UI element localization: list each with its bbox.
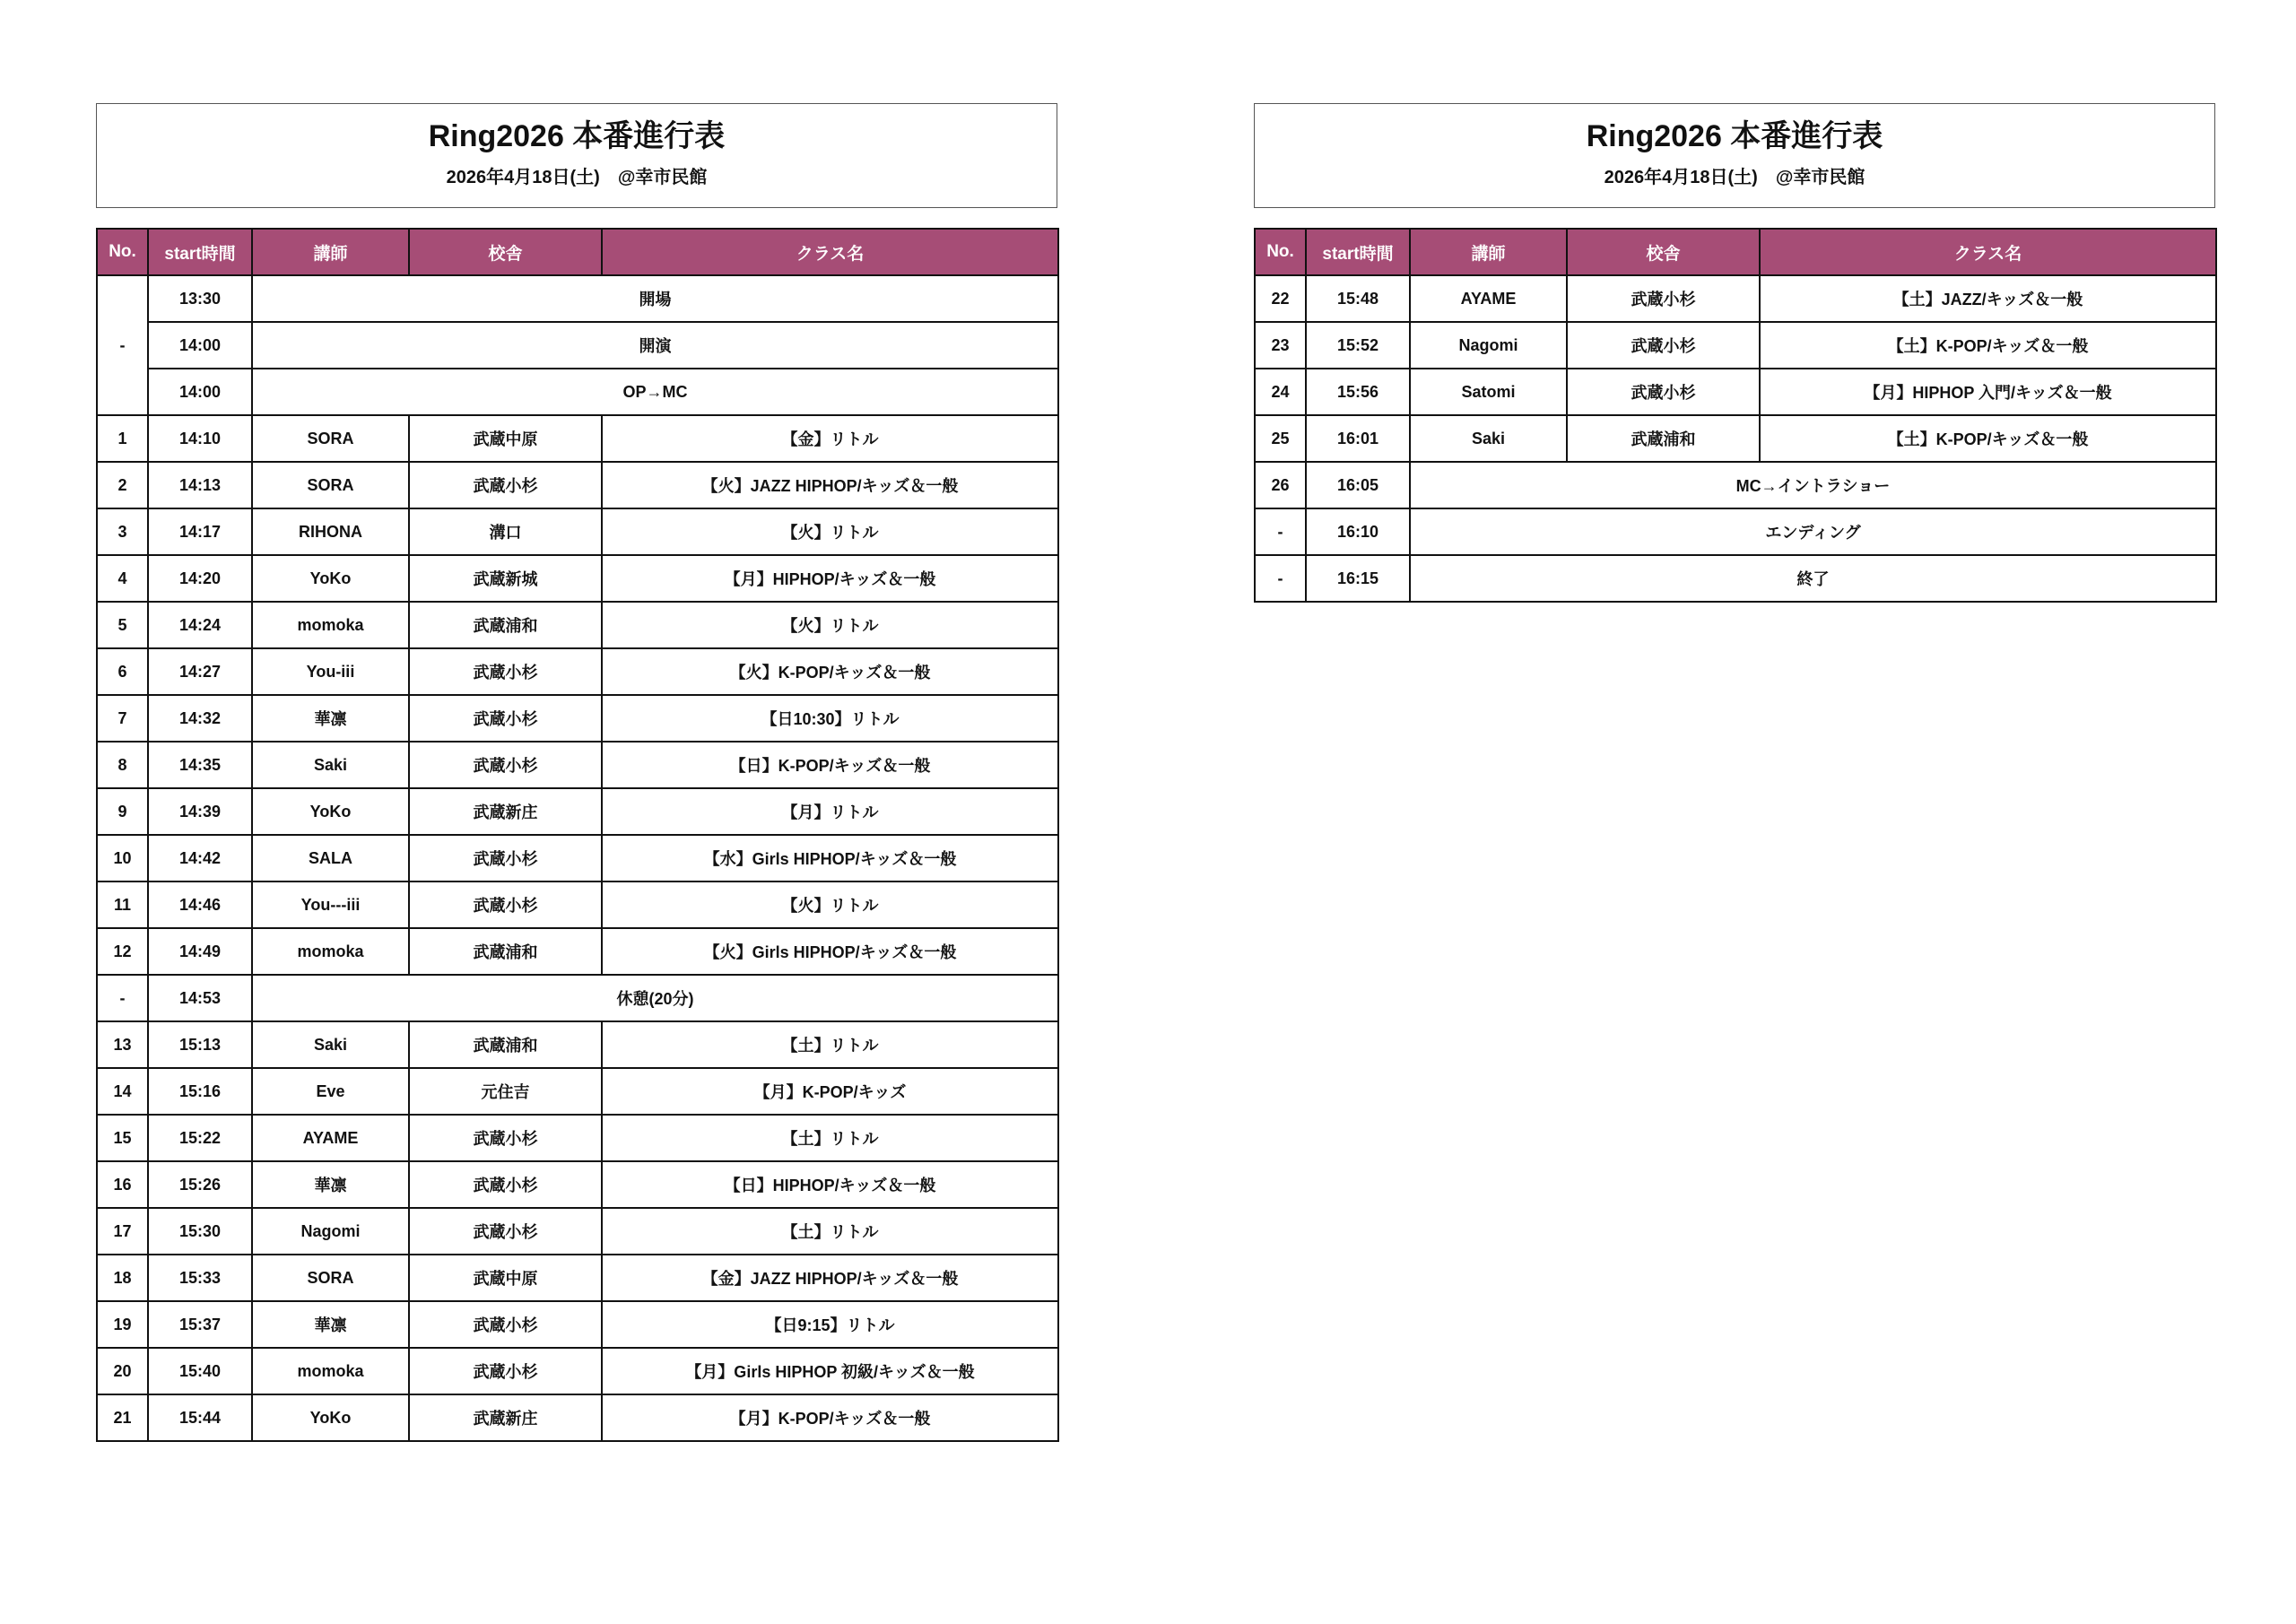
col-start-time-header: start時間 — [1306, 229, 1410, 275]
col-start-time-header: start時間 — [148, 229, 252, 275]
table-header — [97, 229, 1058, 275]
row-number: 23 — [1255, 322, 1306, 369]
program-note: MC→イントラショー — [1410, 462, 2216, 508]
row-number: - — [1255, 508, 1306, 555]
table-row — [1255, 415, 2216, 462]
start-time: 14:00 — [148, 369, 252, 415]
class-name: 【土】K-POP/キッズ＆一般 — [1760, 322, 2216, 369]
teacher-name: YoKo — [252, 555, 409, 602]
row-number: 12 — [97, 928, 148, 975]
col-class-name-header: クラス名 — [1760, 229, 2216, 275]
class-name: 【土】リトル — [602, 1021, 1058, 1068]
start-time: 14:42 — [148, 835, 252, 881]
table-row — [97, 462, 1058, 508]
teacher-name: 華凛 — [252, 695, 409, 742]
row-number: 13 — [97, 1021, 148, 1068]
table-row — [97, 788, 1058, 835]
row-number: 18 — [97, 1255, 148, 1301]
class-name: 【月】HIPHOP 入門/キッズ＆一般 — [1760, 369, 2216, 415]
class-name: 【水】Girls HIPHOP/キッズ＆一般 — [602, 835, 1058, 881]
row-number: 11 — [97, 881, 148, 928]
start-time: 14:00 — [148, 322, 252, 369]
schedule-table-left — [96, 228, 1059, 1442]
table-row — [97, 1161, 1058, 1208]
title-box — [1254, 103, 2215, 208]
school-name: 武蔵新城 — [409, 555, 602, 602]
school-name: 武蔵浦和 — [409, 928, 602, 975]
page-title: Ring2026 本番進行表 — [1586, 119, 1883, 153]
start-time: 15:16 — [148, 1068, 252, 1115]
start-time: 15:40 — [148, 1348, 252, 1394]
row-number: 6 — [97, 648, 148, 695]
teacher-name: Nagomi — [1410, 322, 1567, 369]
table-header — [1255, 229, 2216, 275]
school-name: 武蔵小杉 — [409, 462, 602, 508]
school-name: 武蔵小杉 — [409, 1208, 602, 1255]
program-note: エンディング — [1410, 508, 2216, 555]
row-number: - — [1255, 555, 1306, 602]
school-name: 武蔵小杉 — [409, 1348, 602, 1394]
teacher-name: Nagomi — [252, 1208, 409, 1255]
start-time: 15:52 — [1306, 322, 1410, 369]
class-name: 【金】JAZZ HIPHOP/キッズ＆一般 — [602, 1255, 1058, 1301]
table-body — [97, 275, 1058, 1441]
class-name: 【月】HIPHOP/キッズ＆一般 — [602, 555, 1058, 602]
table-row — [97, 835, 1058, 881]
class-name: 【火】Girls HIPHOP/キッズ＆一般 — [602, 928, 1058, 975]
row-number: 16 — [97, 1161, 148, 1208]
table-row — [97, 928, 1058, 975]
row-number: 21 — [97, 1394, 148, 1441]
start-time: 14:39 — [148, 788, 252, 835]
row-number: 22 — [1255, 275, 1306, 322]
school-name: 武蔵小杉 — [409, 648, 602, 695]
table-row — [1255, 462, 2216, 508]
row-number: 15 — [97, 1115, 148, 1161]
row-number: 5 — [97, 602, 148, 648]
class-name: 【日】K-POP/キッズ＆一般 — [602, 742, 1058, 788]
start-time: 14:35 — [148, 742, 252, 788]
school-name: 武蔵新庄 — [409, 1394, 602, 1441]
start-time: 15:48 — [1306, 275, 1410, 322]
row-number: 1 — [97, 415, 148, 462]
school-name: 武蔵小杉 — [409, 1301, 602, 1348]
class-name: 【土】K-POP/キッズ＆一般 — [1760, 415, 2216, 462]
start-time: 15:22 — [148, 1115, 252, 1161]
school-name: 武蔵新庄 — [409, 788, 602, 835]
page-subtitle: 2026年4月18日(土) @幸市民館 — [446, 168, 708, 187]
col-teacher-header: 講師 — [252, 229, 409, 275]
start-time: 15:30 — [148, 1208, 252, 1255]
table-row — [97, 369, 1058, 415]
page-title: Ring2026 本番進行表 — [428, 119, 726, 153]
program-note: 終了 — [1410, 555, 2216, 602]
table-row — [97, 275, 1058, 322]
teacher-name: You---iii — [252, 881, 409, 928]
row-number: 7 — [97, 695, 148, 742]
start-time: 14:46 — [148, 881, 252, 928]
table-row — [97, 975, 1058, 1021]
class-name: 【火】K-POP/キッズ＆一般 — [602, 648, 1058, 695]
school-name: 元住吉 — [409, 1068, 602, 1115]
header-row — [1255, 229, 2216, 275]
teacher-name: Saki — [252, 742, 409, 788]
table-row — [97, 602, 1058, 648]
header-row — [97, 229, 1058, 275]
table-row — [97, 322, 1058, 369]
col-class-name-header: クラス名 — [602, 229, 1058, 275]
table-row — [1255, 275, 2216, 322]
start-time: 14:17 — [148, 508, 252, 555]
start-time: 15:56 — [1306, 369, 1410, 415]
table-row — [97, 508, 1058, 555]
row-number: - — [97, 975, 148, 1021]
school-name: 武蔵小杉 — [409, 695, 602, 742]
start-time: 14:32 — [148, 695, 252, 742]
class-name: 【火】リトル — [602, 881, 1058, 928]
row-number: 19 — [97, 1301, 148, 1348]
class-name: 【火】リトル — [602, 508, 1058, 555]
row-number: 20 — [97, 1348, 148, 1394]
table-body — [1255, 275, 2216, 602]
school-name: 武蔵小杉 — [409, 881, 602, 928]
start-time: 14:53 — [148, 975, 252, 1021]
row-number: 10 — [97, 835, 148, 881]
table-row — [1255, 369, 2216, 415]
teacher-name: YoKo — [252, 788, 409, 835]
row-number: 4 — [97, 555, 148, 602]
col-no-header: No. — [1255, 229, 1306, 275]
school-name: 武蔵小杉 — [1567, 275, 1760, 322]
school-name: 武蔵小杉 — [409, 1161, 602, 1208]
start-time: 15:44 — [148, 1394, 252, 1441]
teacher-name: SALA — [252, 835, 409, 881]
start-time: 14:13 — [148, 462, 252, 508]
class-name: 【月】K-POP/キッズ＆一般 — [602, 1394, 1058, 1441]
row-number: - — [97, 275, 148, 415]
class-name: 【土】リトル — [602, 1208, 1058, 1255]
program-note: 開演 — [252, 322, 1058, 369]
teacher-name: 華凛 — [252, 1301, 409, 1348]
school-name: 武蔵小杉 — [1567, 369, 1760, 415]
row-number: 8 — [97, 742, 148, 788]
start-time: 14:27 — [148, 648, 252, 695]
teacher-name: SORA — [252, 1255, 409, 1301]
teacher-name: momoka — [252, 602, 409, 648]
col-school-header: 校舎 — [1567, 229, 1760, 275]
school-name: 武蔵浦和 — [409, 1021, 602, 1068]
table-row — [1255, 555, 2216, 602]
table-row — [97, 1208, 1058, 1255]
row-number: 25 — [1255, 415, 1306, 462]
table-row — [1255, 322, 2216, 369]
table-row — [97, 1021, 1058, 1068]
start-time: 14:24 — [148, 602, 252, 648]
teacher-name: AYAME — [1410, 275, 1567, 322]
page-subtitle: 2026年4月18日(土) @幸市民館 — [1604, 168, 1866, 187]
start-time: 15:37 — [148, 1301, 252, 1348]
start-time: 13:30 — [148, 275, 252, 322]
col-teacher-header: 講師 — [1410, 229, 1567, 275]
program-note: OP→MC — [252, 369, 1058, 415]
teacher-name: Satomi — [1410, 369, 1567, 415]
program-note: 開場 — [252, 275, 1058, 322]
row-number: 17 — [97, 1208, 148, 1255]
school-name: 武蔵浦和 — [1567, 415, 1760, 462]
school-name: 武蔵中原 — [409, 415, 602, 462]
start-time: 15:26 — [148, 1161, 252, 1208]
right-page — [1254, 103, 2215, 603]
school-name: 武蔵小杉 — [1567, 322, 1760, 369]
table-row — [1255, 508, 2216, 555]
teacher-name: SORA — [252, 415, 409, 462]
school-name: 武蔵小杉 — [409, 835, 602, 881]
teacher-name: Saki — [252, 1021, 409, 1068]
class-name: 【火】リトル — [602, 602, 1058, 648]
start-time: 16:05 — [1306, 462, 1410, 508]
start-time: 16:10 — [1306, 508, 1410, 555]
school-name: 武蔵浦和 — [409, 602, 602, 648]
table-row — [97, 648, 1058, 695]
teacher-name: AYAME — [252, 1115, 409, 1161]
start-time: 16:01 — [1306, 415, 1410, 462]
row-number: 3 — [97, 508, 148, 555]
col-school-header: 校舎 — [409, 229, 602, 275]
start-time: 15:13 — [148, 1021, 252, 1068]
table-row — [97, 1115, 1058, 1161]
program-note: 休憩(20分) — [252, 975, 1058, 1021]
table-row — [97, 1394, 1058, 1441]
teacher-name: Eve — [252, 1068, 409, 1115]
school-name: 溝口 — [409, 508, 602, 555]
start-time: 14:20 — [148, 555, 252, 602]
start-time: 16:15 — [1306, 555, 1410, 602]
schedule-table-right — [1254, 228, 2217, 603]
class-name: 【土】リトル — [602, 1115, 1058, 1161]
table-row — [97, 742, 1058, 788]
table-row — [97, 555, 1058, 602]
class-name: 【月】リトル — [602, 788, 1058, 835]
school-name: 武蔵小杉 — [409, 1115, 602, 1161]
teacher-name: 華凛 — [252, 1161, 409, 1208]
class-name: 【月】Girls HIPHOP 初級/キッズ＆一般 — [602, 1348, 1058, 1394]
teacher-name: You-iii — [252, 648, 409, 695]
table-row — [97, 415, 1058, 462]
teacher-name: YoKo — [252, 1394, 409, 1441]
class-name: 【金】リトル — [602, 415, 1058, 462]
class-name: 【月】K-POP/キッズ — [602, 1068, 1058, 1115]
start-time: 15:33 — [148, 1255, 252, 1301]
table-row — [97, 1068, 1058, 1115]
teacher-name: SORA — [252, 462, 409, 508]
class-name: 【土】JAZZ/キッズ＆一般 — [1760, 275, 2216, 322]
class-name: 【火】JAZZ HIPHOP/キッズ＆一般 — [602, 462, 1058, 508]
row-number: 2 — [97, 462, 148, 508]
row-number: 9 — [97, 788, 148, 835]
row-number: 26 — [1255, 462, 1306, 508]
school-name: 武蔵中原 — [409, 1255, 602, 1301]
row-number: 14 — [97, 1068, 148, 1115]
table-row — [97, 881, 1058, 928]
title-box — [96, 103, 1057, 208]
table-row — [97, 1255, 1058, 1301]
col-no-header: No. — [97, 229, 148, 275]
class-name: 【日9:15】リトル — [602, 1301, 1058, 1348]
row-number: 24 — [1255, 369, 1306, 415]
table-row — [97, 1301, 1058, 1348]
teacher-name: momoka — [252, 1348, 409, 1394]
teacher-name: Saki — [1410, 415, 1567, 462]
school-name: 武蔵小杉 — [409, 742, 602, 788]
teacher-name: momoka — [252, 928, 409, 975]
class-name: 【日10:30】リトル — [602, 695, 1058, 742]
left-page — [96, 103, 1057, 1442]
table-row — [97, 695, 1058, 742]
start-time: 14:10 — [148, 415, 252, 462]
class-name: 【日】HIPHOP/キッズ＆一般 — [602, 1161, 1058, 1208]
teacher-name: RIHONA — [252, 508, 409, 555]
table-row — [97, 1348, 1058, 1394]
start-time: 14:49 — [148, 928, 252, 975]
